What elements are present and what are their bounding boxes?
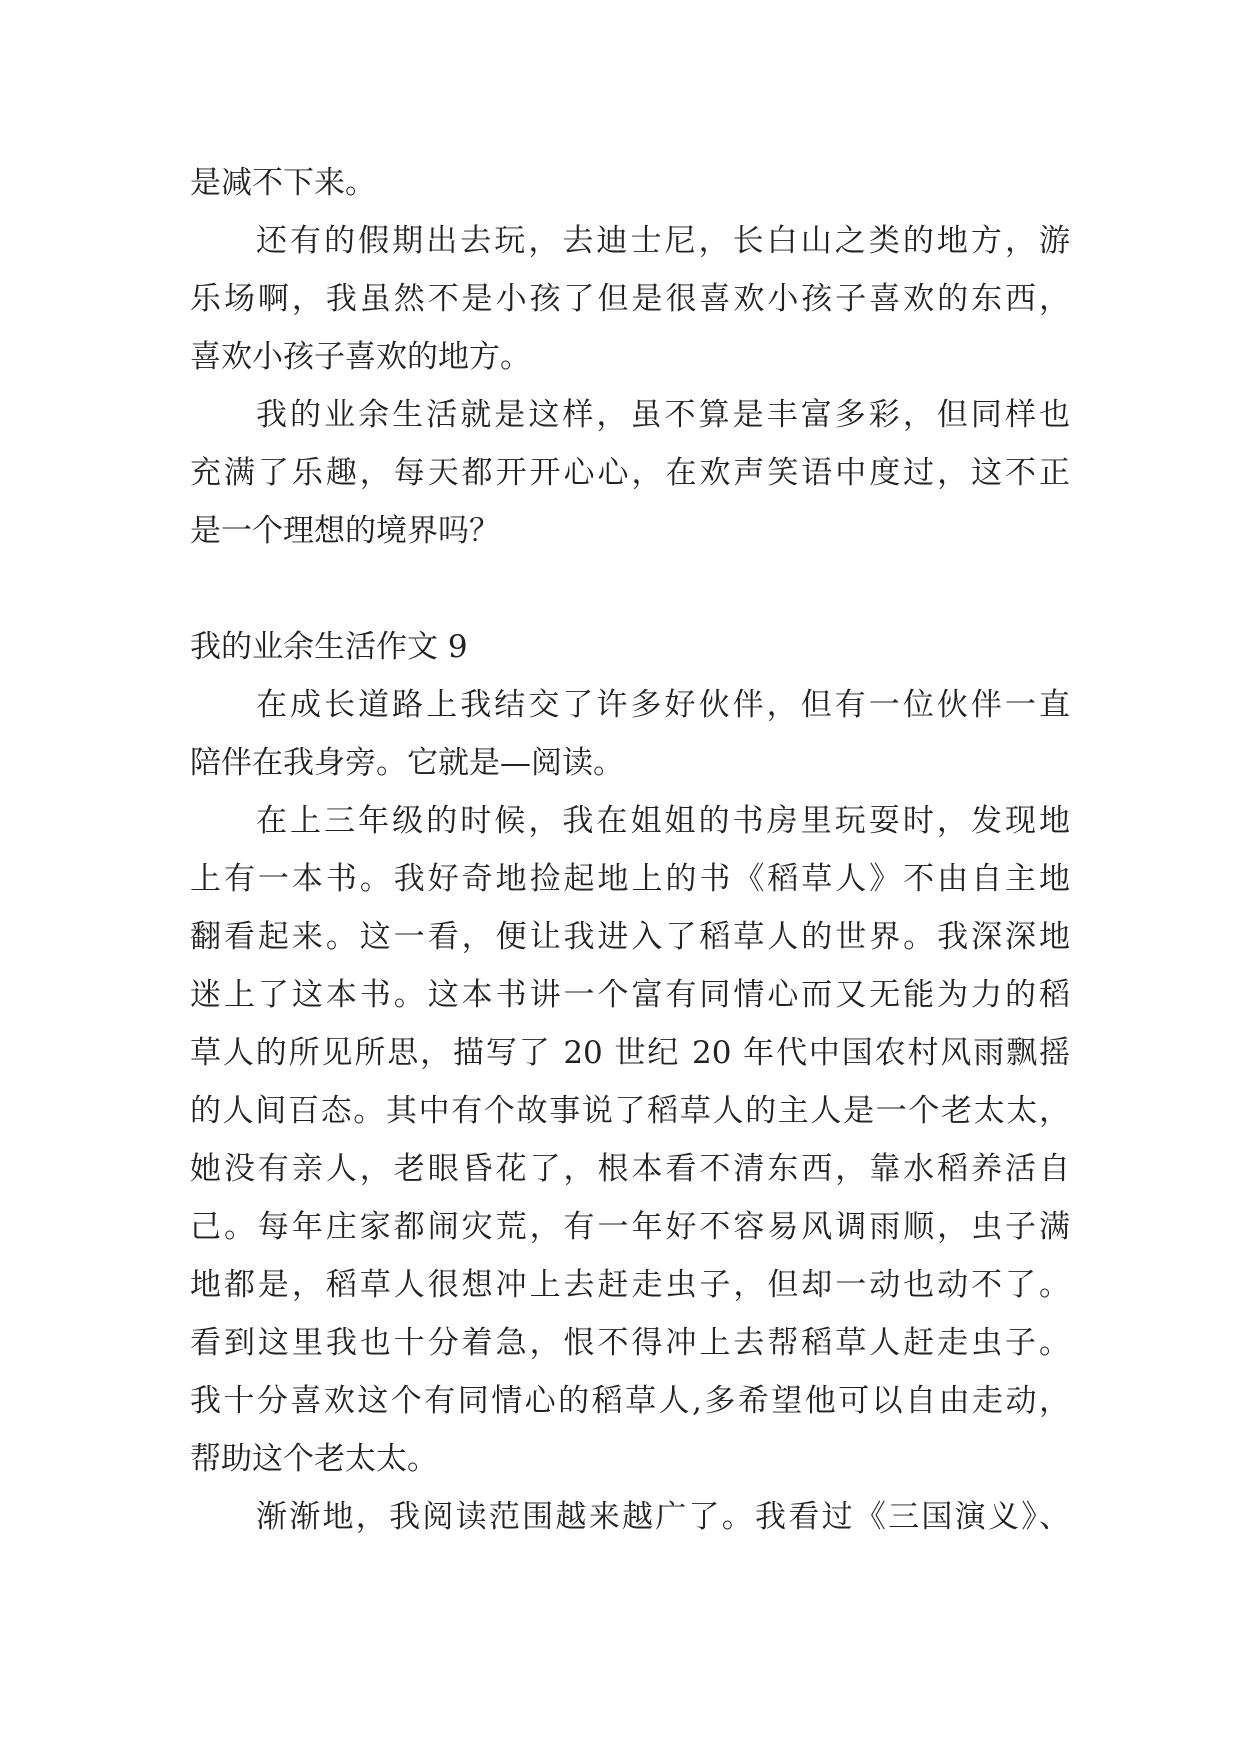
text-line: 我的业余生活就是这样，虽不算是丰富多彩，但同样也 <box>256 397 1070 433</box>
text-line: 迷上了这本书。这本书讲一个富有同情心而又无能为力的稻 <box>190 977 1070 1013</box>
text-line: 看到这里我也十分着急，恨不得冲上去帮稻草人赶走虫子。 <box>190 1325 1070 1361</box>
text-line: 乐场啊，我虽然不是小孩了但是很喜欢小孩子喜欢的东西， <box>190 281 1070 317</box>
text-line: 渐渐地，我阅读范围越来越广了。我看过《三国演义》、 <box>256 1499 1070 1535</box>
text-line: 草人的所见所思，描写了 20 世纪 20 年代中国农村风雨飘摇 <box>190 1035 1070 1071</box>
section-heading: 我的业余生活作文 9 <box>190 629 468 665</box>
text-line: 的人间百态。其中有个故事说了稻草人的主人是一个老太太， <box>190 1093 1070 1129</box>
document-body <box>190 154 1070 1546</box>
text-line: 还有的假期出去玩，去迪士尼，长白山之类的地方，游 <box>256 223 1070 259</box>
text-line: 是减不下来。 <box>190 165 376 201</box>
text-line: 在成长道路上我结交了许多好伙伴，但有一位伙伴一直 <box>256 687 1070 723</box>
text-line: 喜欢小孩子喜欢的地方。 <box>190 339 531 375</box>
text-line: 翻看起来。这一看，便让我进入了稻草人的世界。我深深地 <box>190 919 1070 955</box>
text-line: 我十分喜欢这个有同情心的稻草人,多希望他可以自由走动， <box>190 1383 1070 1419</box>
text-line: 上有一本书。我好奇地捡起地上的书《稻草人》不由自主地 <box>190 861 1070 897</box>
text-line: 是一个理想的境界吗？ <box>190 513 500 549</box>
text-line: 在上三年级的时候，我在姐姐的书房里玩耍时，发现地 <box>256 803 1070 839</box>
text-line: 帮助这个老太太。 <box>190 1441 438 1477</box>
paragraph-gap <box>190 560 1070 618</box>
text-line: 陪伴在我身旁。它就是—阅读。 <box>190 745 624 781</box>
text-line: 充满了乐趣，每天都开开心心，在欢声笑语中度过，这不正 <box>190 455 1070 491</box>
text-line: 地都是，稻草人很想冲上去赶走虫子，但却一动也动不了。 <box>190 1267 1070 1303</box>
text-line: 她没有亲人，老眼昏花了，根本看不清东西，靠水稻养活自 <box>190 1151 1070 1187</box>
text-line: 己。每年庄家都闹灾荒，有一年好不容易风调雨顺，虫子满 <box>190 1209 1070 1245</box>
